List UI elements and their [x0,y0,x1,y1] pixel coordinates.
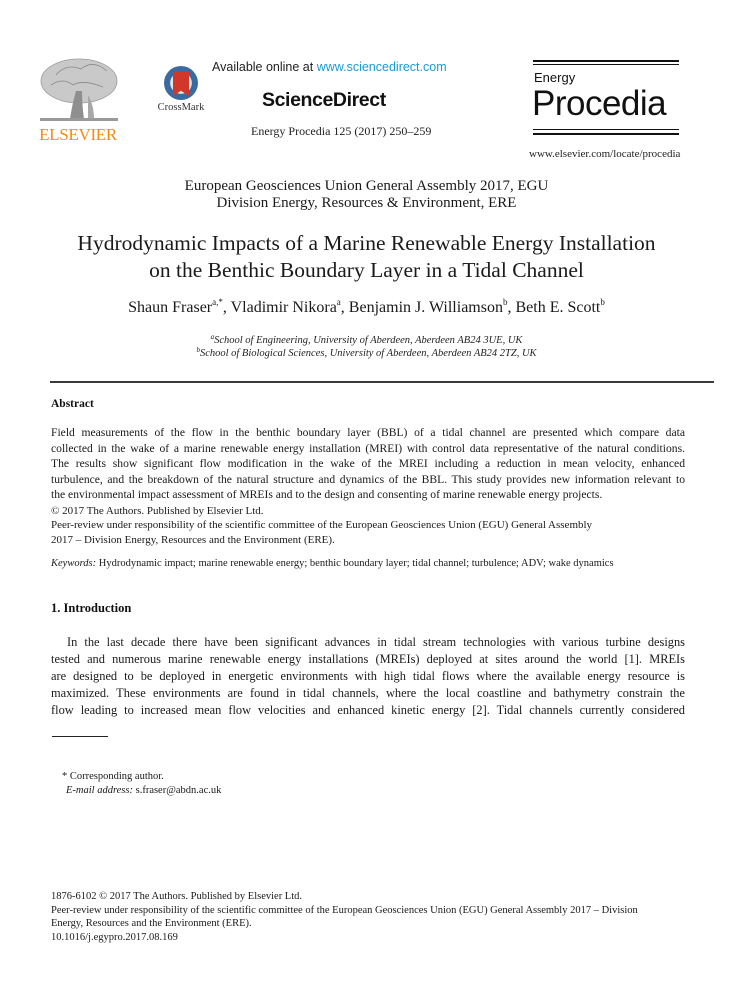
copyright-block [51,504,592,547]
affiliation-text: School of Engineering, University of Aberdeen, Aberdeen AB24 3UE, UK [214,335,523,346]
affiliation-b [0,344,733,360]
crossmark-label: CrossMark [157,102,205,113]
logo-procedia-text: Procedia [532,84,667,123]
footnote-corresponding: * Corresponding author. [62,771,164,782]
logo-rule-bottom-thick [533,133,679,135]
email-address[interactable]: s.fraser@abdn.ac.uk [132,785,222,796]
elsevier-logo [28,55,128,145]
logo-rule-bottom-thin [533,129,679,130]
affiliation-text: School of Biological Sciences, University of Aberdeen, Aberdeen AB24 2TZ, UK [199,348,537,359]
footnote-divider [52,736,108,737]
crossmark-badge[interactable] [150,64,212,120]
copyright-line: © 2017 The Authors. Published by Elsevier Ltd. [51,505,264,517]
journal-reference: Energy Procedia 125 (2017) 250–259 [251,124,432,138]
header-divider [50,381,714,383]
intro-line: are designed to be deployed in energetic environments with high tidal flows where the available energy resource is [51,668,685,683]
elsevier-wordmark: ELSEVIER [39,125,117,144]
logo-energy-text: Energy [534,70,576,85]
copyright-line: 2017 – Division Energy, Resources and the Environment (ERE). [51,533,335,546]
bottom-note [51,890,638,944]
available-online-prefix: Available online at [212,60,317,74]
abstract-line: Field measurements of the flow in the benthic boundary layer (BBL) of a tidal channel are presented which compare data [51,426,685,439]
elsevier-tree-icon [36,55,122,125]
abstract-line: turbulence, and the breakdown of the natural structure and dynamics of the BBL. This study provides new information relevant to [51,472,685,486]
intro-line: maximized. These environments are found in tidal channels, where the local coastline and bathymetry constrain the [51,685,685,700]
available-online [212,60,447,74]
author-name: Beth E. Scott [515,299,601,316]
peer-review-line: Peer-review under responsibility of the scientific committee of the European Geosciences Union (EGU) General Assembly 2017 – Division [51,904,638,916]
paper-title-line-2: on the Benthic Boundary Layer in a Tidal Channel [149,258,584,282]
abstract-line: The results show significant flow modification in the wake of the MREI including a reduction in mean velocity, enhanced [51,457,685,471]
author-list [0,297,733,317]
peer-review-line-cont: Energy, Resources and the Environment (ERE). [51,918,252,930]
author-name: Shaun Fraser [128,299,213,316]
email-label: E-mail address: [66,785,133,796]
abstract-heading: Abstract [51,398,94,410]
author-name: Benjamin J. Williamson [348,299,503,316]
keywords-list: Hydrodynamic impact; marine renewable energy; benthic boundary layer; tidal channel; turbulence; ADV; wake dynamics [96,558,614,569]
author-affil-sup: b [600,297,605,307]
affiliation-sup: a [210,333,215,341]
copyright-line: Peer-review under responsibility of the scientific committee of the European Geosciences Union (EGU) General Assembly [51,519,593,532]
keywords-label: Keywords: [51,558,97,569]
intro-line: In the last decade there have been significant advances in tidal stream technologies with various turbine designs [67,635,685,649]
doi-line[interactable]: 10.1016/j.egypro.2017.08.169 [51,931,178,943]
paper-title-line-1: Hydrodynamic Impacts of a Marine Renewable Energy Installation [77,231,656,255]
sciencedirect-link[interactable]: www.sciencedirect.com [316,60,447,74]
logo-rule-top-thin [533,64,679,65]
author-separator: , [340,299,349,316]
sciencedirect-wordmark: ScienceDirect [262,89,386,111]
conference-line-2: Division Energy, Resources & Environment, ERE [216,195,517,211]
keywords [51,557,614,571]
footnote-email [66,784,221,798]
journal-url[interactable]: www.elsevier.com/locate/procedia [529,148,681,160]
author-affil-sup: a [336,297,341,307]
intro-line: tested and numerous marine renewable energy installations (MREIs) deployed at sites around the world [1]. MREIs [51,651,685,666]
author-affil-sup: a,* [212,297,223,307]
abstract-body [51,425,685,503]
introduction-body [51,634,685,719]
logo-rule-top-thick [533,60,679,62]
intro-line: flow leading to increased mean flow velocities and enhanced kinetic energy [2]. Tidal channels currently considered [51,702,685,717]
energy-procedia-logo [533,60,679,140]
author-separator: , [507,299,516,316]
author-affil-sup: b [502,297,508,307]
affiliation-sup: b [196,346,200,354]
issn-copyright-line: 1876-6102 © 2017 The Authors. Published by Elsevier Ltd. [51,891,303,902]
author-name: Vladimir Nikora [230,299,337,316]
abstract-line: collected in the wake of a marine renewable energy installation (MREI) with control data representative of the natural conditions. [51,441,685,455]
author-separator: , [222,299,231,316]
introduction-heading: 1. Introduction [51,601,132,615]
conference-line-1: European Geosciences Union General Assembly 2017, EGU [184,178,549,194]
abstract-line: the environmental impact assessment of MREIs and to the design and consenting of marine renewable energy projects. [51,488,603,502]
